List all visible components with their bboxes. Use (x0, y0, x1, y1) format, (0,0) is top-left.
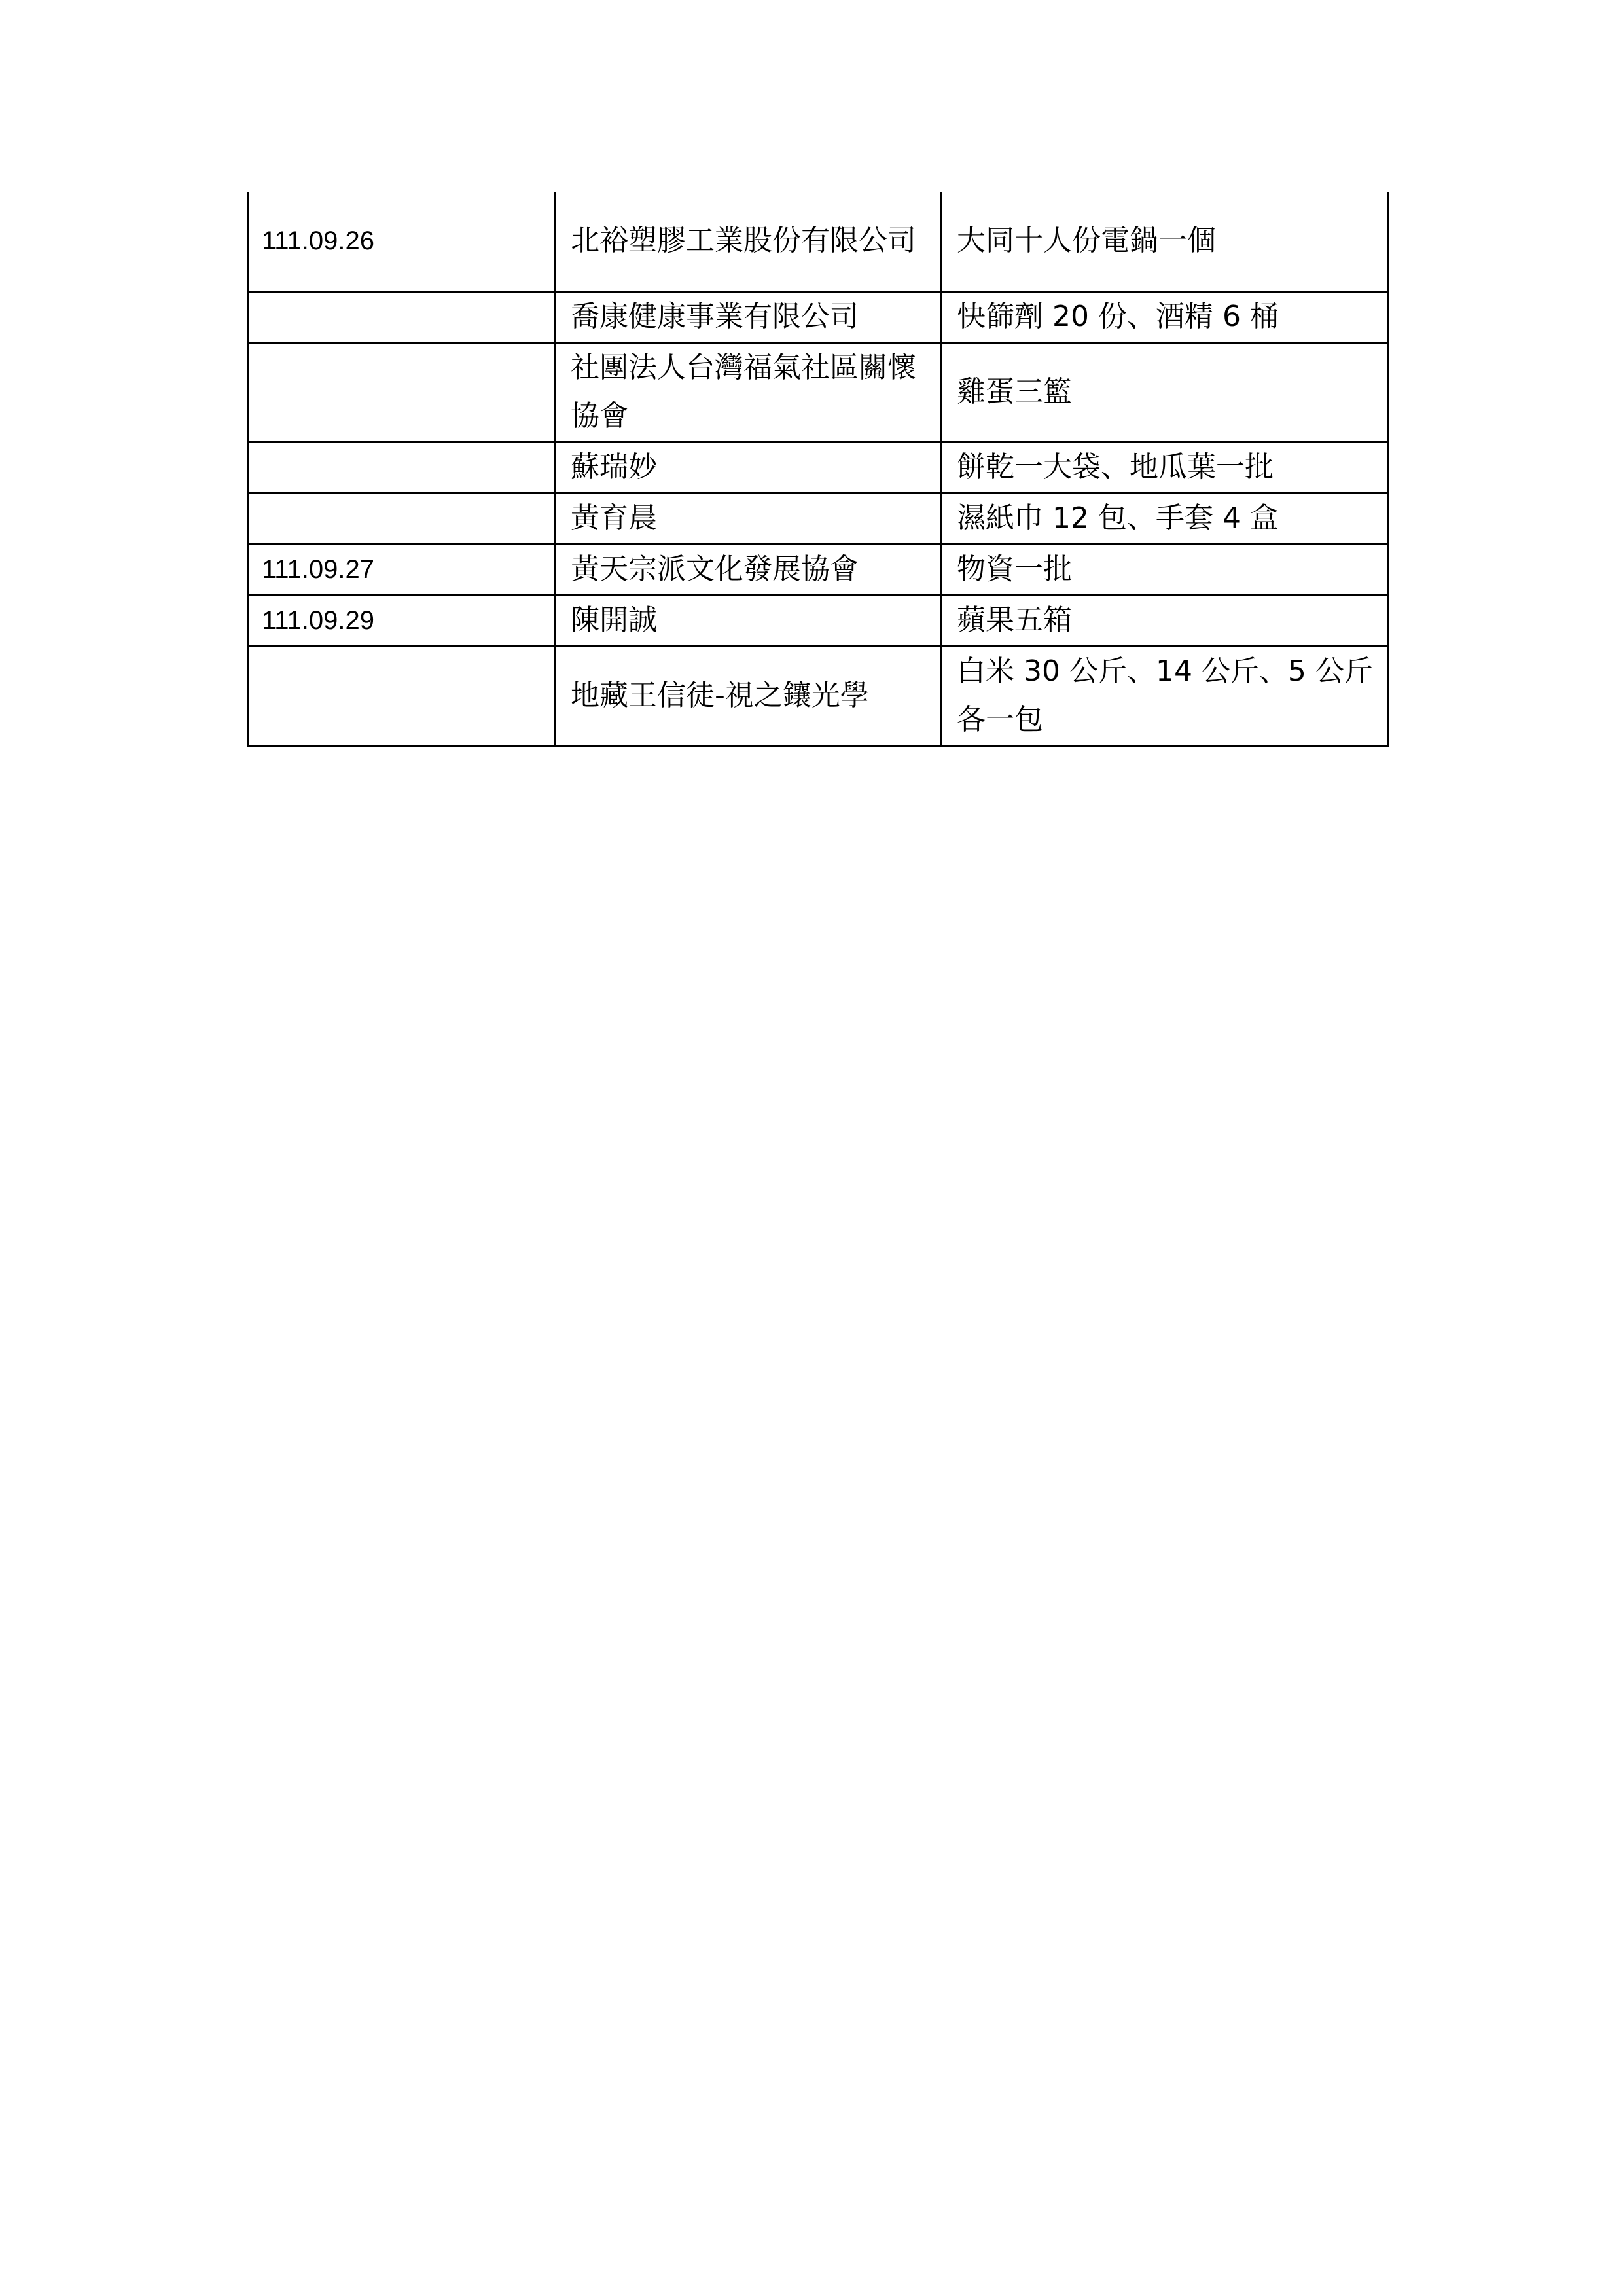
donor-cell: 蘇瑞妙 (556, 442, 942, 493)
items-cell: 白米 30 公斤、14 公斤、5 公斤各一包 (942, 646, 1389, 745)
items-cell: 大同十人份電鍋一個 (942, 192, 1389, 291)
items-cell: 雞蛋三籃 (942, 342, 1389, 442)
donor-cell: 黃育晨 (556, 493, 942, 544)
table-row (248, 544, 1389, 595)
date-cell (248, 291, 556, 342)
donor-cell: 黃天宗派文化發展協會 (556, 544, 942, 595)
table-row (248, 493, 1389, 544)
donation-table (247, 192, 1389, 747)
date-cell (248, 493, 556, 544)
donor-cell: 社團法人台灣福氣社區關懷協會 (556, 342, 942, 442)
items-cell: 快篩劑 20 份、酒精 6 桶 (942, 291, 1389, 342)
donor-cell: 北裕塑膠工業股份有限公司 (556, 192, 942, 291)
date-cell (248, 342, 556, 442)
date-cell: 111.09.29 (248, 595, 556, 646)
donor-cell: 陳開誠 (556, 595, 942, 646)
table-row (248, 595, 1389, 646)
table-row (248, 291, 1389, 342)
table-row (248, 646, 1389, 745)
date-cell (248, 442, 556, 493)
date-cell (248, 646, 556, 745)
items-cell: 蘋果五箱 (942, 595, 1389, 646)
items-cell: 餅乾一大袋、地瓜葉一批 (942, 442, 1389, 493)
items-cell: 物資一批 (942, 544, 1389, 595)
date-cell: 111.09.26 (248, 192, 556, 291)
table-row (248, 442, 1389, 493)
table-row (248, 192, 1389, 291)
donor-cell: 地藏王信徒-視之鑲光學 (556, 646, 942, 745)
date-cell: 111.09.27 (248, 544, 556, 595)
table-row (248, 342, 1389, 442)
items-cell: 濕紙巾 12 包、手套 4 盒 (942, 493, 1389, 544)
donor-cell: 喬康健康事業有限公司 (556, 291, 942, 342)
